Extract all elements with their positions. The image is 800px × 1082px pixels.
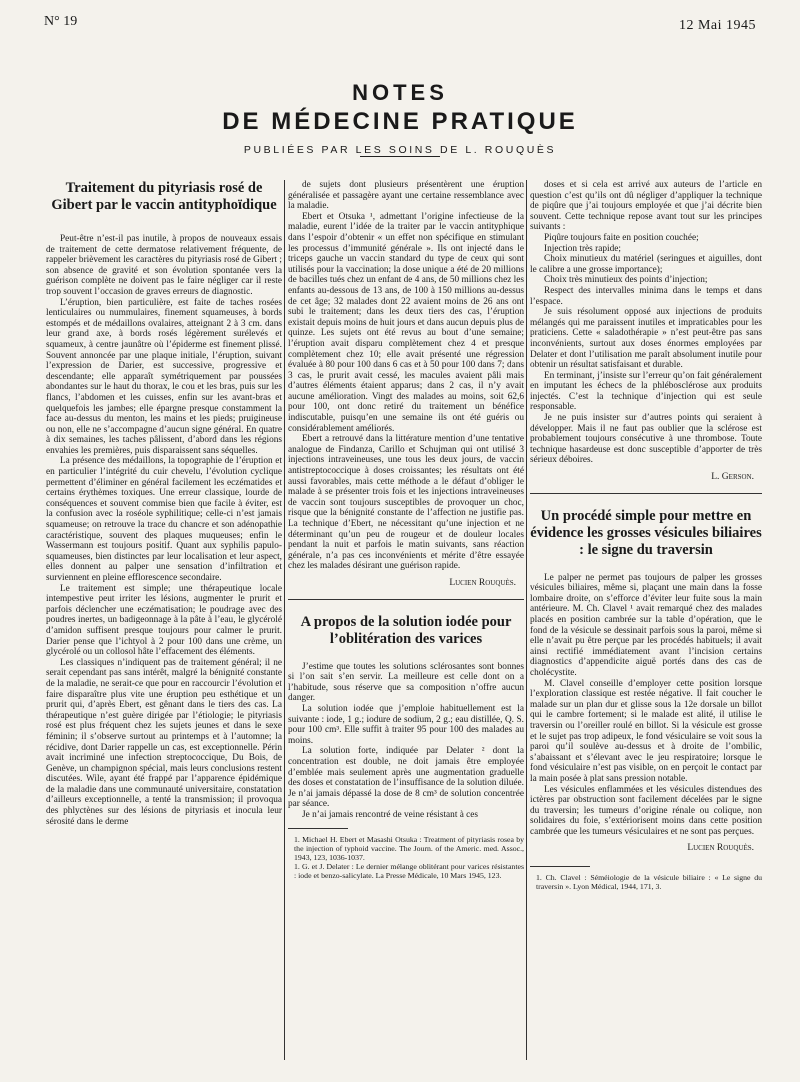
paragraph: En terminant, j’insiste sur l’erreur qu’on fait généralement en imputant les échecs de la phlébosclérose aux produits injectés. C’est la technique d’injection qui est seule responsable. (530, 370, 762, 413)
article1-signature: Lucien Rouquès. (449, 577, 516, 588)
article2-list (530, 233, 762, 307)
article2-continuation-2 (530, 307, 762, 466)
article2-signature: L. Gerson. (711, 472, 754, 483)
list-item: Choix très minutieux des points d’injection; (544, 275, 708, 286)
footnote-rule (288, 828, 348, 829)
footnote: 1. Ch. Clavel : Séméiologie de la vésicule biliaire : « Le signe du traversin ». Lyon Médical, 1944, 171, 3. (536, 873, 762, 892)
paragraph: Ebert et Otsuka ¹, admettant l’origine infectieuse de la maladie, eurent l’idée de la traiter par le vaccin antityphique dans l’espoir d’obtenir « un effet non spécifique en stimulant les processus d’immunité générale ». Ils ont injecté dans le triceps gauche un vaccin standard du type de ceux qui sont utilisés pour la vaccination; la dose unique a été de 20 millions de bacilles tués chez un enfant de 4 ans, de 50 millions chez les enfants au-dessous de 13 ans, de 100 à 150 millions au-dessus de cet âge; 32 malades dont 22 avaient moins de 26 ans ont subi le traitement; dans les deux tiers des cas, l’éruption existait depuis moins de huit jours et dans aucun depuis plus de quinze. Les sujets ont été revus au bout d’une semaine; l’éruption avait disparu complètement chez 4 et presque complètement chez 10; elle avait présenté une régression évaluée à 80 pour 100 dans 6 cas et à 50 pour 100 dans 7; dans 3 cas, le prurit avait cessé, les macules avaient pâli mais d’autres éléments étaient apparus; dans 2 cas, il n’y avait aucune amélioration. Vingt des malades au moins, soit 62,6 pour 100, ont donc retiré du traitement un bénéfice indiscutable, puisqu’en une semaine ils ont été guéris ou considérablement améliorés. (288, 211, 524, 434)
issue-number: N° 19 (44, 14, 78, 29)
paragraph: Le palper ne permet pas toujours de palper les grosses vésicules biliaires, même si, plaçant une main dans la fosse lombaire droite, on s’efforce d’éviter leur fuite sous la main antérieure. M. Ch. Clavel ¹ avait remarqué chez des malades placés en position cambrée sur la table d’opération, que le fond de la vésicule se dessinait parfois sous la paroi, même si elle n’avait pu être perçue par les procédés habituels; il avait ainsi rectifié immédiatement avant l’incision certains diagnostics d’appendicite aiguë portés dans des cas de cholécystite. (530, 572, 762, 678)
masthead-line2: DE MÉDECINE PRATIQUE (222, 108, 578, 135)
article2-title: A propos de la solution iodée pour l’oblitération des varices (300, 613, 512, 647)
paragraph: Peut-être n’est-il pas inutile, à propos de nouveaux essais de traitement de cette dermatose relativement fréquente, de rappeler brièvement les caractères du pityriasis rosé de Gibert ; son absence de gravité et son évolution spontanée vers la guérison complète ne doivent pas le faire négliger car il reste trop souvent l’occasion de graves erreurs de diagnostic. (46, 234, 282, 297)
article2-continuation (530, 180, 762, 233)
list-item: Injection très rapide; (544, 243, 621, 254)
article3-title: Un procédé simple pour mettre en évidence les grosses vésicules biliaires : le signe du traversin (530, 507, 762, 558)
column-divider-1 (284, 180, 285, 1060)
article-separator (288, 599, 524, 600)
paragraph: J’estime que toutes les solutions sclérosantes sont bonnes si l’on sait s’en servir. La meilleure est celle dont on a l’habitude, sous réserve que sa composition n’offre aucun danger. (288, 661, 524, 704)
paragraph: Je suis résolument opposé aux injections de produits mélangés qui me paraissent inutiles et impraticables pour les praticiens. Cette « saladothérapie » n’est peut-être pas sans inconvénients, surtout aux doses énormes employées par Delater et dont l’utilisation me paraît absolument inutile pour obtenir un résultat satisfaisant et durable. (530, 307, 762, 371)
masthead-line1: NOTES (352, 80, 448, 105)
masthead (0, 80, 800, 156)
paragraph: M. Clavel conseille d’employer cette position lorsque l’exploration classique est restée négative. Il fait coucher le malade sur un plan dur et glisse sous la 12e dorsale un billot qui le cambre fortement; si le malade est alité, il utilise le traversin ou l’oreiller roulé en billot. Si la vésicule est grosse et le sujet pas trop adipeux, le fond vésiculaire se voit sous la paroi qu’il soulève au-dessus et à droite de l’ombilic, s’abaissant et s’élevant avec le jeu respiratoire; lorsque le fond vésiculaire n’est pas visible, on en perçoit le contact par la main posée à plat sans pression notable. (530, 678, 762, 784)
paragraph: Je n’ai jamais rencontré de veine résistant à ces (302, 809, 479, 820)
masthead-rule (360, 156, 440, 157)
article1-body (46, 234, 282, 827)
list-item: Piqûre toujours faite en position couchée; (544, 232, 699, 243)
paragraph: Ebert a retrouvé dans la littérature mention d’une tentative analogue de Findanza, Carillo et Schujman qui ont utilisé 3 injections intraveineuses, une tous les deux jours, de vaccin antistreptococcique à doses croissantes; les résultats ont été aussi favorables, mais cette méthode a le défaut d’obliger le malade à se présenter trois fois et les injections intraveineuses de vaccin sont toujours susceptibles de provoquer un choc, risque que la bénignité constante de l’affection ne justifie pas. La technique d’Ebert, ne nécessitant qu’une injection et ne déterminant qu’un peu de rougeur et de douleur locales pendant la nuit et parfois le matin suivants, sans réaction générale, n’a pas ces inconvénients et mérite d’être essayée chez les malades désirant une guérison rapide. (288, 434, 524, 572)
article2-body (288, 662, 524, 821)
list-item: Choix minutieux du matériel (seringues et aiguilles, dont le calibre a une grosse importance); (530, 254, 762, 275)
footnotes-column-2 (288, 835, 524, 880)
footnote: 1. Michael H. Ebert et Masashi Otsuka : Treatment of pityriasis rosea by the injection of typhoid vaccine. The Journ. of the Americ. med. Assoc., 1943, 123, 1036-1037. (294, 835, 524, 863)
article1-title: Traitement du pityriasis rosé de Gibert par le vaccin antityphoïdique (51, 180, 277, 213)
article-separator-2 (530, 493, 762, 494)
paragraph: La solution iodée que j’emploie habituellement est la suivante : iode, 1 g.; iodure de sodium, 2 g.; eau distillée, Q. S. pour 100 cm³. Elle suffit à traiter 95 pour 100 des malades au moins. (288, 703, 524, 746)
footnote: 1. G. et J. Delater : Le dernier mélange oblitérant pour varices résistantes : iode et benzo-salicylate. La Presse Médicale, 10 Mars 1945, 123. (294, 862, 524, 881)
issue-date: 12 Mai 1945 (678, 18, 756, 33)
footnotes-column-3 (530, 873, 762, 891)
paragraph: Les vésicules enflammées et les vésicules distendues des ictères par obstruction sont facilement décelées par le signe du traversin; les tumeurs d’origine rénale ou colique, non solidaires du foie, s’extériorisent moins dans cette position cambrée que les tumeurs vésiculaires et ne sont pas perçues. (530, 784, 762, 837)
article3-body (530, 573, 762, 838)
column-3 (530, 180, 762, 891)
column-divider-2 (526, 180, 527, 1060)
paragraph: de sujets dont plusieurs présentèrent une éruption généralisée et passagère ayant une certaine ressemblance avec la maladie. (288, 180, 524, 212)
footnote-rule-3 (530, 866, 590, 867)
article3-signature: Lucien Rouquès. (687, 843, 754, 854)
paragraph: doses et si cela est arrivé aux auteurs de l’article en question c’est qu’ils ont dû négliger d’appliquer la technique de piqûre que j’ai toujours employée et que j’ai décrite bien souvent. Cette technique repose avant tout sur les principes suivants : (530, 180, 762, 233)
paragraph: La solution forte, indiquée par Delater ² dont la concentration est double, ne doit jamais être employée d’emblée mais seulement après une augmentation graduelle des doses et constatation de l’insuffisance de la solution diluée. Je n’ai jamais dépassé la dose de 8 cm³ de solution concentrée par séance. (288, 746, 524, 810)
article1-continuation (288, 180, 524, 572)
paragraph: Je ne puis insister sur d’autres points qui seraient à développer. Mais il ne faut pas oublier que la sclérose est probablement toujours consécutive à une thrombose. Toute technique hasardeuse est donc susceptible d’apporter de très sérieux déboires. (530, 413, 762, 466)
paragraph: Le traitement est simple; une thérapeutique locale intempestive peut irriter les lésions, augmenter le prurit et parfois déclencher une eczématisation; le poudrage avec des poudres inertes, un badigeonnage à la pâte à l’eau, le glycérolé d’amidon suffisent presque toujours pour calmer le prurit. Darier pense que l’ichtyol à 2 pour 100 dans une crème, un glycérolé ou un collosol hâte l’effacement des éléments. (46, 583, 282, 658)
list-item: Respect des intervalles minima dans le temps et dans l’espace. (530, 285, 762, 307)
paragraph: Les classiques n’indiquent pas de traitement général; il ne serait cependant pas sans intérêt, malgré la bénignité constante de la maladie, ne serait-ce que pour en raccourcir l’évolution et faire disparaître plus vite une éruption peu esthétique et un prurit qui, d’après Ebert, est gênant dans le tiers des cas. La thérapeutique n’est guère dirigée par l’étiologie; le pityriasis rosé est plus fréquent chez les sujets jeunes et dans le sexe féminin; il s’observe surtout au printemps et à l’automne; la récidive, dont Darier rappelle un cas, est exceptionnelle. Périn avait incriminé une infection streptococcique, Du Bois, de Genève, un champignon spécial, mais leurs conclusions restent discutées. Wile, ayant été frappé par l’apparence épidémique de la maladie dans une communauté universitaire, constatation d’ailleurs exceptionnelle, a tenté la transmission; il provoqua des phlyctènes sur des lésions de pityriasis et inocula leur sérosité dans le derme (46, 657, 282, 827)
column-2 (288, 180, 524, 880)
masthead-line3: PUBLIÉES PAR LES SOINS DE L. ROUQUÈS (243, 144, 557, 156)
paragraph: L’éruption, bien particulière, est faite de taches rosées lenticulaires ou nummulaires, finement squameuses, à bords estompés et de médaillons ovalaires, atteignant 2 à 3 cm. dans leur grand axe, à bords rosés légèrement surélevés et squameux, à centre jaunâtre où l’épiderme est finement plissé. Souvent annoncée par une plaque initiale, l’éruption, suivant l’expression de Darier, est successive, progressive et descendante; elle apparaît symétriquement par poussées abondantes sur le haut du thorax, le cou et les bras, puis sur les flancs, l’abdomen et les cuisses, enfin sur les avant-bras et quelquefois les jambes; elle épargne presque constamment la face au-dessus du menton, les mains et les pieds; pruigineuse ou non, elle ne s’accompagne d’aucun signe général. En quatre à dix semaines, les taches pâlissent, d’abord dans les régions envahies les premières, puis disparaissent sans séquelles. (46, 297, 282, 456)
column-1 (46, 176, 282, 827)
paragraph: La présence des médaillons, la topographie de l’éruption et en particulier l’intégrité du cuir chevelu, l’évolution cyclique permettent d’éliminer en général facilement les eczématides et certains érythèmes toxiques. Une erreur classique, lourde de conséquences et souvent commise bien que facile à éviter, est la confusion avec la roséole syphilitique; celle-ci n’est jamais squameuse; on retrouve la trace du chancre et son adénopathie caractéristique, souvent des plaques muqueuses; enfin le Wassermann est toujours positif. Quant aux syphilis papulo-squameuses, bien distinctes par leur localisation et leur aspect, elles donnent au palper une sensation d’infiltration et surviennent en pleine efflorescence secondaire. (46, 456, 282, 583)
